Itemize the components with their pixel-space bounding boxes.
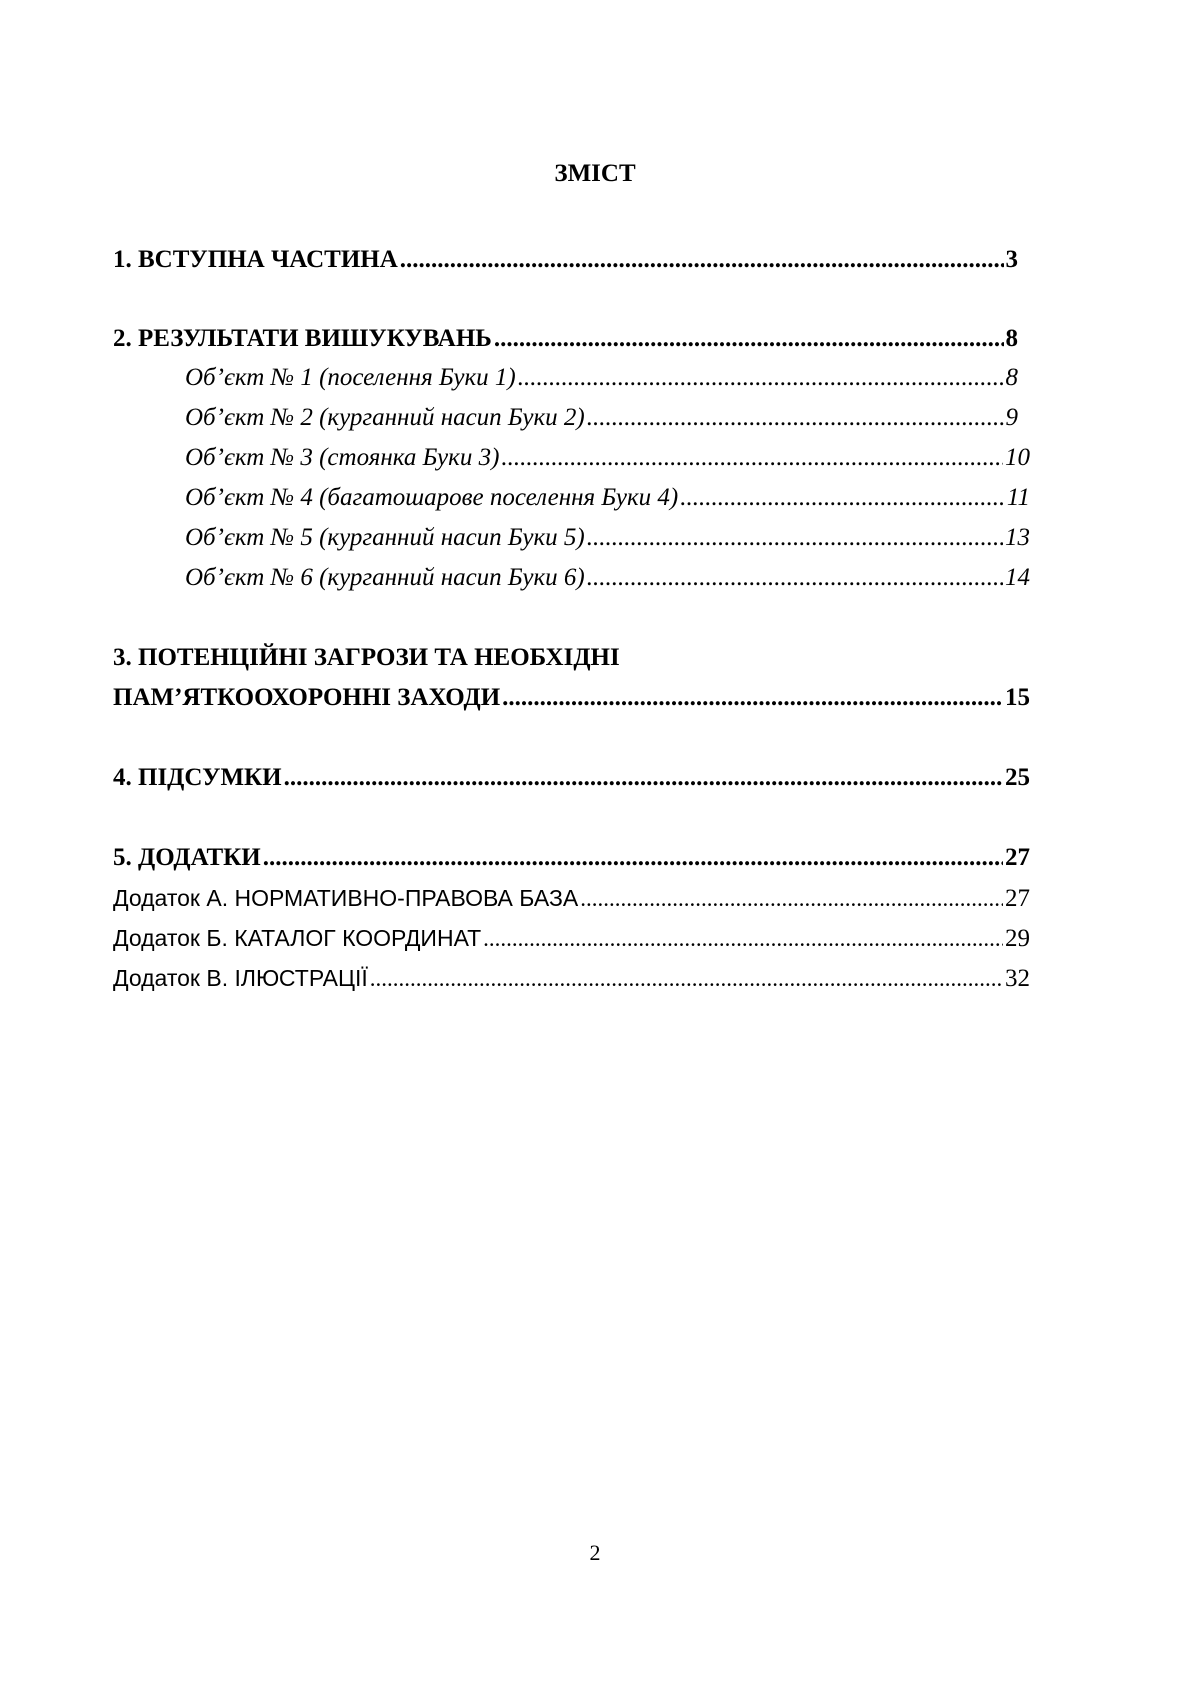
toc-leader bbox=[587, 523, 1003, 553]
toc-section-3-line-1: 3. ПОТЕНЦІЙНІ ЗАГРОЗИ ТА НЕОБХІДНІ bbox=[113, 644, 620, 671]
toc-page-number: 8 bbox=[1005, 325, 1018, 352]
toc-label: ПАМ’ЯТКООХОРОННІ ЗАХОДИ bbox=[113, 684, 501, 711]
toc-page-number: 15 bbox=[1005, 684, 1030, 711]
toc-entry-object-6[interactable] bbox=[185, 563, 1030, 593]
toc-entry-object-4[interactable] bbox=[185, 483, 1030, 513]
toc-label: 5. ДОДАТКИ bbox=[113, 844, 261, 871]
toc-leader bbox=[494, 324, 1004, 354]
toc-page-number: 8 bbox=[1005, 364, 1018, 391]
toc-label: 2. РЕЗУЛЬТАТИ ВИШУКУВАНЬ bbox=[113, 325, 492, 352]
toc-page-number: 14 bbox=[1005, 564, 1030, 591]
toc-entry-section-2[interactable] bbox=[113, 324, 1018, 354]
toc-page-number: 27 bbox=[1005, 885, 1030, 912]
toc-label: Об’єкт № 1 (поселення Буки 1) bbox=[185, 364, 516, 391]
toc-page-number: 9 bbox=[1005, 404, 1018, 431]
toc-label: Об’єкт № 6 (курганний насип Буки 6) bbox=[185, 564, 585, 591]
toc-page-number: 11 bbox=[1006, 484, 1030, 511]
toc-page-number: 10 bbox=[1005, 444, 1030, 471]
toc-label: Об’єкт № 5 (курганний насип Буки 5) bbox=[185, 524, 585, 551]
toc-label: Додаток Б. КАТАЛОГ КООРДИНАТ bbox=[113, 925, 482, 951]
toc-label: Додаток В. ІЛЮСТРАЦІЇ bbox=[113, 965, 368, 991]
toc-leader bbox=[587, 403, 1004, 433]
toc-leader bbox=[680, 483, 1005, 513]
toc-label: 4. ПІДСУМКИ bbox=[113, 764, 282, 791]
toc-leader bbox=[483, 924, 1003, 954]
toc-leader bbox=[502, 683, 1003, 713]
toc-label: Об’єкт № 4 (багатошарове поселення Буки 4) bbox=[185, 484, 679, 511]
toc-page-number: 27 bbox=[1005, 844, 1030, 871]
toc-entry-object-3[interactable] bbox=[185, 443, 1030, 473]
toc-page-number: 13 bbox=[1005, 524, 1030, 551]
toc-leader bbox=[587, 563, 1003, 593]
toc-page-number: 25 bbox=[1005, 764, 1030, 791]
toc-leader bbox=[400, 245, 1004, 275]
toc-entry-section-1[interactable] bbox=[113, 245, 1018, 275]
toc-leader bbox=[518, 363, 1004, 393]
toc-entry-object-1[interactable] bbox=[185, 363, 1018, 393]
toc-label: Об’єкт № 2 (курганний насип Буки 2) bbox=[185, 404, 585, 431]
toc-entry-section-5[interactable] bbox=[113, 843, 1030, 873]
toc-entry-appendix-a[interactable] bbox=[113, 883, 1030, 914]
toc-entry-object-2[interactable] bbox=[185, 403, 1018, 433]
toc-page-number: 29 bbox=[1005, 925, 1030, 952]
toc-page-number: 3 bbox=[1005, 246, 1018, 273]
toc-label: Об’єкт № 3 (стоянка Буки 3) bbox=[185, 444, 500, 471]
toc-leader bbox=[263, 843, 1003, 873]
toc-leader bbox=[501, 443, 1003, 473]
toc-entry-section-4[interactable] bbox=[113, 763, 1030, 793]
toc-entry-object-5[interactable] bbox=[185, 523, 1030, 553]
page-number: 2 bbox=[589, 1540, 601, 1565]
toc-label: 1. ВСТУПНА ЧАСТИНА bbox=[113, 246, 398, 273]
toc-page-number: 32 bbox=[1005, 965, 1030, 992]
toc-entry-appendix-c[interactable] bbox=[113, 963, 1030, 994]
toc-leader bbox=[370, 964, 1003, 994]
page-title: ЗМІСТ bbox=[554, 160, 636, 187]
toc-leader bbox=[284, 763, 1003, 793]
toc-leader bbox=[580, 884, 1003, 914]
toc-label: Додаток А. НОРМАТИВНО-ПРАВОВА БАЗА bbox=[113, 885, 579, 911]
toc-entry-section-3[interactable] bbox=[113, 683, 1030, 713]
toc-entry-appendix-b[interactable] bbox=[113, 923, 1030, 954]
